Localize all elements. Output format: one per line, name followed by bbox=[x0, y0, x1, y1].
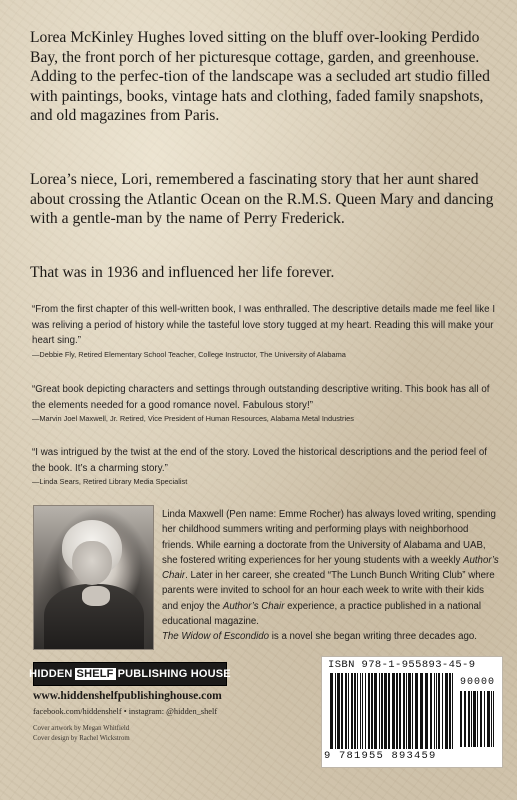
logo-right: PUBLISHING HOUSE bbox=[117, 668, 231, 680]
price-code: 90000 bbox=[460, 677, 496, 688]
ean-number: 9 781955 893459 bbox=[324, 750, 437, 762]
blurb-paragraph-1: Lorea McKinley Hughes loved sitting on the bluff over-looking Perdido Bay, the front porch of her picturesque cottage, garden, and greenhouse. Adding to the perfec-tion of the landscape was a secluded art studio filled with paintings, books, vintage hats and clothing, faded family snapshots, and old magazines from Paris. bbox=[30, 29, 490, 124]
bio-text: . Later in her career, she created “The Lunch Bunch Writing Club” where parents were invited to school for an hour each week to write with their kids and enjoy the bbox=[162, 570, 495, 612]
isbn-text: ISBN 978-1-955893-45-9 bbox=[328, 659, 476, 671]
credit-artwork: Cover artwork by Megan Whitfield bbox=[33, 725, 130, 732]
bio-text: Linda Maxwell (Pen name: Emme Rocher) has always loved writing, spending her childhood summers writing and performing plays with neighborhood friends. While earning a doctorate from the University of Alabama and UAB, she fostered writing experiences for her young students with a weekly bbox=[162, 509, 496, 566]
book-title: The Widow of Escondido bbox=[162, 631, 270, 643]
bio-italic: Author’s Chair bbox=[222, 600, 285, 612]
barcode-box bbox=[321, 656, 503, 768]
author-bio-closing bbox=[162, 629, 502, 644]
ean-barcode-icon bbox=[330, 673, 454, 751]
review-attribution: —Debbie Fly, Retired Elementary School Teacher, College Instructor, The University of Alabama bbox=[32, 349, 346, 359]
bio-italic: Author’s Chair bbox=[162, 554, 499, 582]
author-photo bbox=[33, 505, 154, 650]
bio-text: experience, a practice published in a national educational magazine. bbox=[162, 600, 482, 628]
author-bio-paragraph bbox=[162, 507, 502, 629]
review-attribution: —Linda Sears, Retired Library Media Specialist bbox=[32, 477, 188, 486]
review-quote: “I was intrigued by the twist at the end of the story. Loved the historical descriptions and the period feel of the book. It’s a charming story.” bbox=[32, 447, 488, 474]
logo-left: HIDDEN bbox=[29, 668, 73, 680]
publisher-website[interactable]: www.hiddenshelfpublishinghouse.com bbox=[33, 689, 222, 702]
review-quote: “From the first chapter of this well-written book, I was enthralled. The descriptive details made me feel like I was reliving a period of history while the tasteful love story tugged at my heart. Reading this will make your heart sing.” bbox=[32, 304, 496, 346]
addon-barcode-icon bbox=[460, 691, 496, 749]
author-photo-hand bbox=[82, 586, 110, 606]
review-1 bbox=[32, 302, 502, 361]
review-2 bbox=[32, 382, 502, 425]
bio-text: is a novel she began writing three decades ago. bbox=[269, 631, 477, 643]
review-3 bbox=[32, 445, 502, 488]
logo-mid: SHELF bbox=[76, 668, 114, 680]
blurb-paragraph-3: That was in 1936 and influenced her life forever. bbox=[30, 264, 335, 281]
author-photo-face bbox=[72, 541, 112, 585]
publisher-social: facebook.com/hiddenshelf • instagram: @hidden_shelf bbox=[33, 707, 218, 716]
review-quote: “Great book depicting characters and settings through outstanding descriptive writing. This book has all of the elements needed for a good romance novel. Fabulous story!” bbox=[32, 384, 490, 411]
publisher-logo bbox=[29, 662, 231, 686]
credit-design: Cover design by Rachel Wickstrom bbox=[33, 735, 130, 742]
blurb-paragraph-2: Lorea’s niece, Lori, remembered a fascinating story that her aunt shared about crossing the Atlantic Ocean on the R.M.S. Queen Mary and dancing with a gentle-man by the name of Perry Frederick. bbox=[30, 171, 494, 227]
review-attribution: —Marvin Joel Maxwell, Jr. Retired, Vice President of Human Resources, Alabama Metal Industries bbox=[32, 414, 354, 423]
author-bio bbox=[162, 507, 502, 645]
